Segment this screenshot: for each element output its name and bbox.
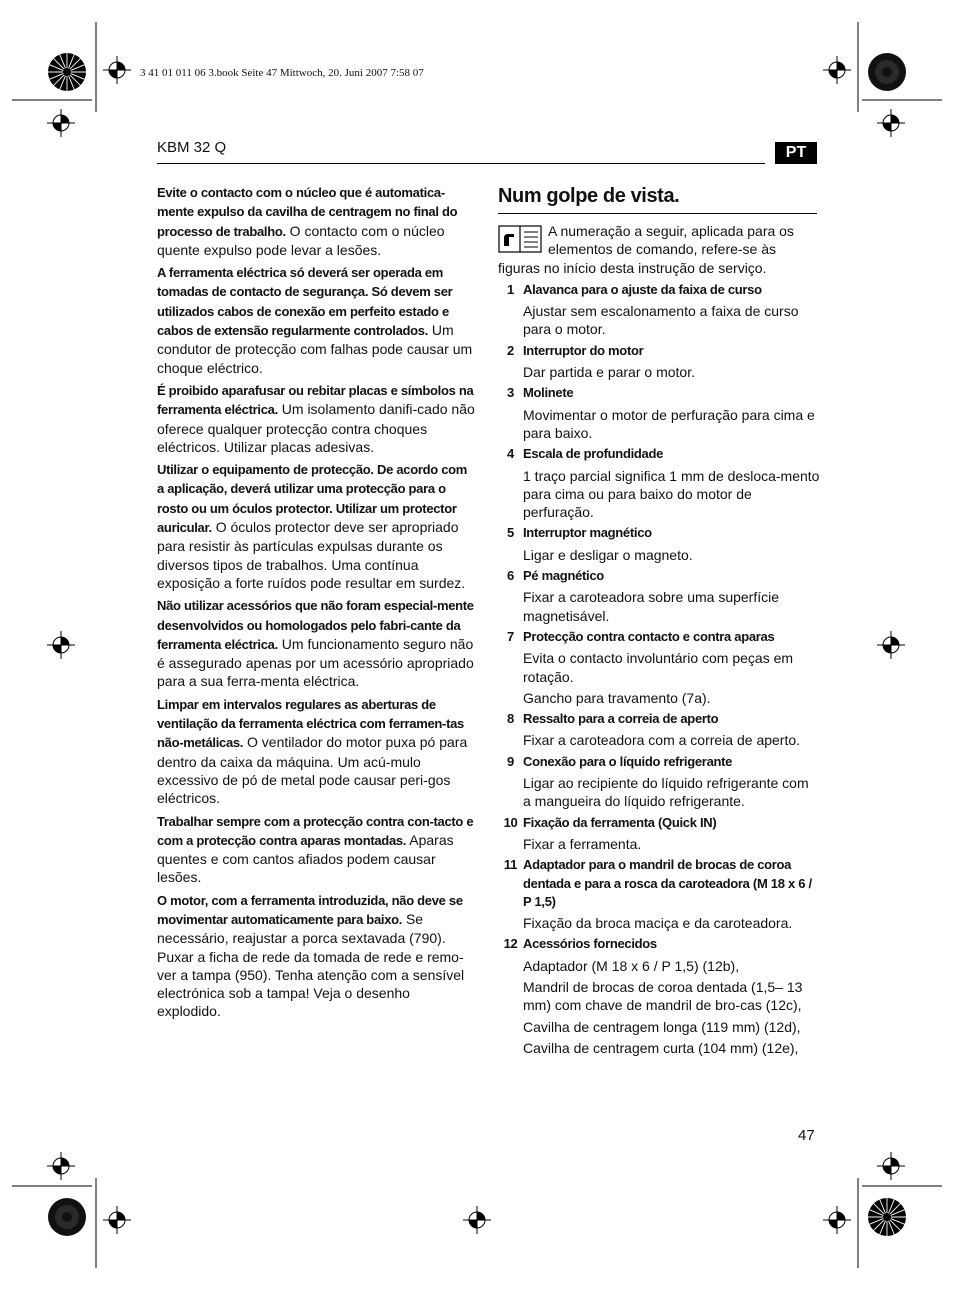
registration-mark-right-middle (876, 630, 906, 660)
item-description: Fixar a ferramenta. (523, 835, 642, 852)
item-description: Movimentar o motor de perfuração para cima e para baixo. (523, 406, 815, 441)
safety-paragraph: A ferramenta eléctrica só deverá ser operada em tomadas de contacto de segurança. Só devem ser utilizados cabos de conexão em perfeito estado e cabos de extensão regularmente controlados. Um condutor de protecção com falhas pode causar um choque eléctrico. (157, 265, 473, 376)
item-number: 4 (507, 446, 514, 462)
item-description: Gancho para travamento (7a). (523, 689, 711, 706)
safety-paragraph: Evite o contacto com o núcleo que é automatica-mente expulso da cavilha de centragem no final do processo de trabalho. O contacto com o núcleo quente expulso pode levar a lesões. (157, 185, 458, 258)
intro-text: A numeração a seguir, aplicada para os elementos de comando, refere-se às figuras no início desta instrução de serviço. (498, 223, 794, 276)
item-description: Mandril de brocas de coroa dentada (1,5– 13 mm) com chave de mandril de bro-cas (12c), (523, 978, 803, 1014)
safety-paragraph: O motor, com a ferramenta introduzida, não deve se movimentar automaticamente para baixo. Se necessário, reajustar a porca sextavada (790). Puxar a ficha de rede da tomada de rede e remo-ver a tampa (950). Tenha atenção com a sensível electrónica sob a tampa! Veja o desenho explodido. (157, 892, 465, 1020)
list-item (498, 524, 820, 564)
item-heading: Conexão para o líquido refrigerante (523, 753, 733, 769)
starburst-mark-bottom-left (47, 1197, 87, 1237)
item-number: 6 (507, 568, 514, 584)
item-heading: Fixação da ferramenta (Quick IN) (523, 814, 717, 830)
item-heading: Interruptor magnético (523, 525, 652, 541)
starburst-mark-top-left (47, 52, 87, 92)
item-description: Ligar e desligar o magneto. (523, 546, 693, 563)
item-heading: Interruptor do motor (523, 342, 644, 358)
print-meta-line: 3 41 01 011 06 3.book Seite 47 Mittwoch, 20. Juni 2007 7:58 07 (140, 67, 424, 79)
list-item (498, 710, 820, 750)
item-description: Fixação da broca maciça e da caroteadora. (523, 915, 793, 932)
right-column (498, 183, 820, 1057)
item-heading: Alavanca para o ajuste da faixa de curso (523, 281, 762, 297)
list-item (498, 384, 820, 442)
list-item (498, 753, 820, 811)
item-heading: Pé magnético (523, 568, 604, 584)
item-description: Ligar ao recipiente do líquido refrigerante com a mangueira do líquido refrigerante. (523, 775, 809, 810)
registration-mark-left-lower (46, 1151, 76, 1181)
item-number: 10 (503, 814, 518, 830)
registration-mark-right-upper (876, 108, 906, 138)
list-item (498, 342, 820, 382)
item-heading: Acessórios fornecidos (523, 936, 657, 952)
item-description: Fixar a caroteadora sobre uma superfície magnetisável. (523, 589, 780, 624)
list-item (498, 628, 820, 707)
item-number: 11 (503, 857, 518, 873)
item-description: Evita o contacto involuntário com peças em rotação. (523, 650, 794, 685)
item-number: 12 (503, 936, 518, 952)
list-item (498, 281, 820, 339)
registration-mark-bottom-left (102, 1205, 132, 1235)
list-item (498, 856, 820, 932)
read-manual-icon (498, 224, 542, 254)
registration-mark-top-left (102, 55, 132, 85)
item-heading: Ressalto para a correia de aperto (523, 711, 719, 727)
left-column (157, 183, 477, 1025)
registration-mark-right-lower (876, 1151, 906, 1181)
registration-mark-bottom-center (462, 1205, 492, 1235)
item-description: 1 traço parcial significa 1 mm de desloca-mento para cima ou para baixo do motor de perfuração. (523, 467, 820, 521)
safety-paragraph: É proibido aparafusar ou rebitar placas e símbolos na ferramenta eléctrica. Um isolamento danifi-cado não oferece qualquer protecção contra choques eléctricos. Utilizar placas adesivas. (157, 382, 475, 455)
section-rule (498, 213, 817, 214)
language-badge: PT (775, 142, 817, 164)
list-item (498, 567, 820, 625)
registration-mark-left-upper (46, 108, 76, 138)
page-number: 47 (798, 1127, 815, 1144)
item-description: Cavilha de centragem longa (119 mm) (12d), (523, 1018, 801, 1035)
list-item (498, 935, 820, 1057)
item-description: Adaptador (M 18 x 6 / P 1,5) (12b), (523, 957, 740, 974)
safety-paragraph: Utilizar o equipamento de protecção. De acordo com a aplicação, deverá utilizar uma protecção para o rosto ou um óculos protector. Utilizar um protector auricular. O óculos protector deve ser apropriado para resistir às partículas expulsas durante os diversos tipos de trabalhos. Uma contínua exposição a forte ruídos pode resultar em surdez. (157, 462, 468, 591)
registration-mark-top-right (822, 55, 852, 85)
section-title: Num golpe de vista. (498, 185, 680, 207)
item-number: 9 (507, 753, 514, 769)
item-description: Cavilha de centragem curta (104 mm) (12e), (523, 1039, 799, 1056)
item-number: 1 (507, 281, 514, 297)
header-rule (157, 163, 765, 164)
item-heading: Molinete (523, 385, 574, 401)
item-number: 3 (507, 385, 514, 401)
registration-mark-bottom-right (822, 1205, 852, 1235)
item-description: Fixar a caroteadora com a correia de aperto. (523, 732, 801, 749)
page-header-title: KBM 32 Q (157, 139, 227, 156)
list-item (498, 814, 820, 854)
item-description: Dar partida e parar o motor. (523, 364, 695, 381)
item-heading: Escala de profundidade (523, 446, 664, 462)
item-number: 7 (507, 628, 514, 644)
safety-paragraph: Trabalhar sempre com a protecção contra con-tacto e com a protecção contra aparas montadas. Aparas quentes e com cantos afiados podem causar lesões. (157, 813, 474, 886)
item-heading: Protecção contra contacto e contra aparas (523, 628, 775, 644)
list-item (498, 445, 820, 521)
starburst-mark-bottom-right (867, 1197, 907, 1237)
starburst-mark-top-right (867, 52, 907, 92)
safety-paragraph: Não utilizar acessórios que não foram especial-mente desenvolvidos ou homologados pelo fabri-cante da ferramenta eléctrica. Um funcionamento seguro não é assegurado apenas por um acessório apropriado para a sua ferra-menta eléctrica. (157, 598, 474, 690)
item-heading: Adaptador para o mandril de brocas de coroa dentada e para a rosca da caroteadora (M 18 x 6 / P 1,5) (523, 857, 812, 909)
item-number: 2 (507, 342, 514, 358)
intro-paragraph (498, 222, 820, 277)
safety-paragraph: Limpar em intervalos regulares as aberturas de ventilação da ferramenta eléctrica com ferramen-tas não-metálicas. O ventilador do motor puxa pó para dentro da caixa da máquina. Um acú-mulo excessivo de pó de metal pode causar peri-gos eléctricos. (157, 696, 468, 807)
item-description: Ajustar sem escalonamento a faixa de curso para o motor. (523, 303, 799, 338)
registration-mark-left-middle (46, 630, 76, 660)
item-number: 5 (507, 525, 514, 541)
item-number: 8 (507, 711, 514, 727)
